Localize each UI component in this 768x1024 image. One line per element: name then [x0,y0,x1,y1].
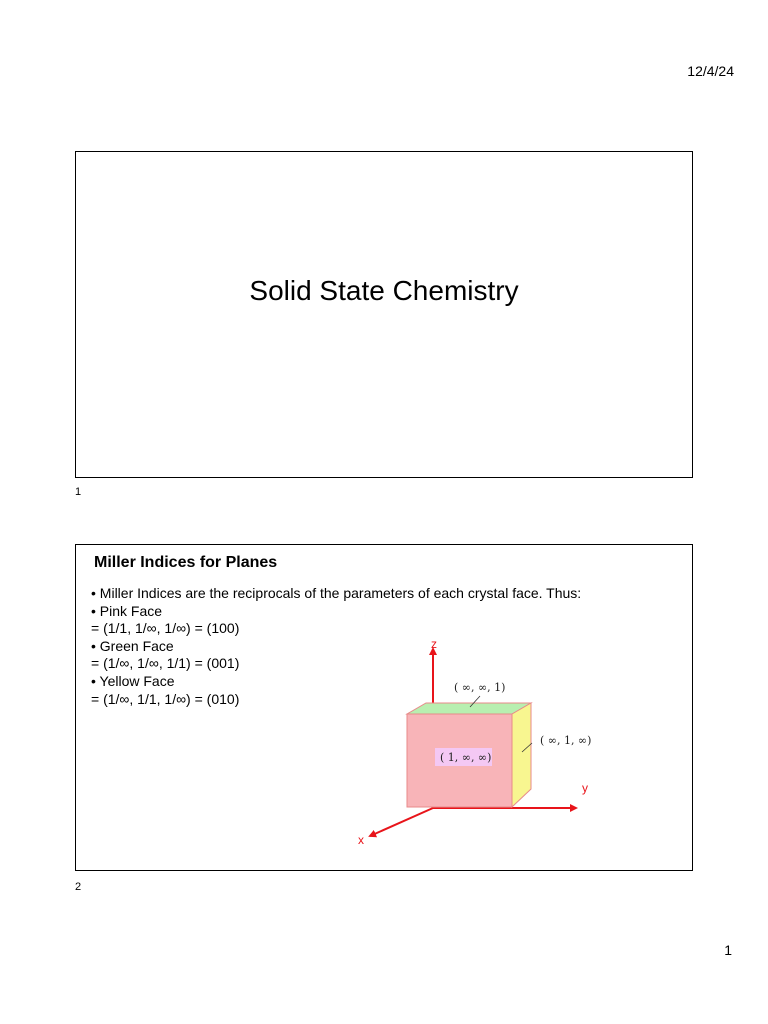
z-axis-label: z [431,637,437,651]
bullet-line: • Green Face [91,637,174,654]
front-face-label: ( 1, ∞, ∞) [440,751,492,764]
yellow-face [512,703,531,807]
slide-1 [75,151,693,478]
green-face [407,703,531,714]
bullet-line: • Yellow Face [91,672,175,689]
slide-2-title: Miller Indices for Planes [94,554,278,571]
slide-1-number: 1 [75,486,82,498]
bullet-line: = (1/∞, 1/1, 1/∞) = (010) [91,690,240,707]
bullet-line: • Miller Indices are the reciprocals of the parameters of each crystal face. Thus: [91,585,582,601]
side-face-label: ( ∞, 1, ∞) [540,734,592,747]
x-axis [370,808,433,836]
slide-1-title: Solid State Chemistry [249,275,519,306]
x-axis-label: x [358,833,364,847]
page-number: 1 [724,942,732,958]
slide-2-number: 2 [75,881,82,893]
y-axis-label: y [582,781,588,795]
bullet-line: • Pink Face [91,602,163,619]
bullet-line: = (1/∞, 1/∞, 1/1) = (001) [91,655,240,672]
slide-2 [75,544,693,871]
miller-cube-diagram [356,635,596,850]
top-face-label: ( ∞, ∞, 1) [454,681,506,694]
page-date: 12/4/24 [687,63,734,79]
bullet-line: = (1/1, 1/∞, 1/∞) = (100) [91,620,240,637]
